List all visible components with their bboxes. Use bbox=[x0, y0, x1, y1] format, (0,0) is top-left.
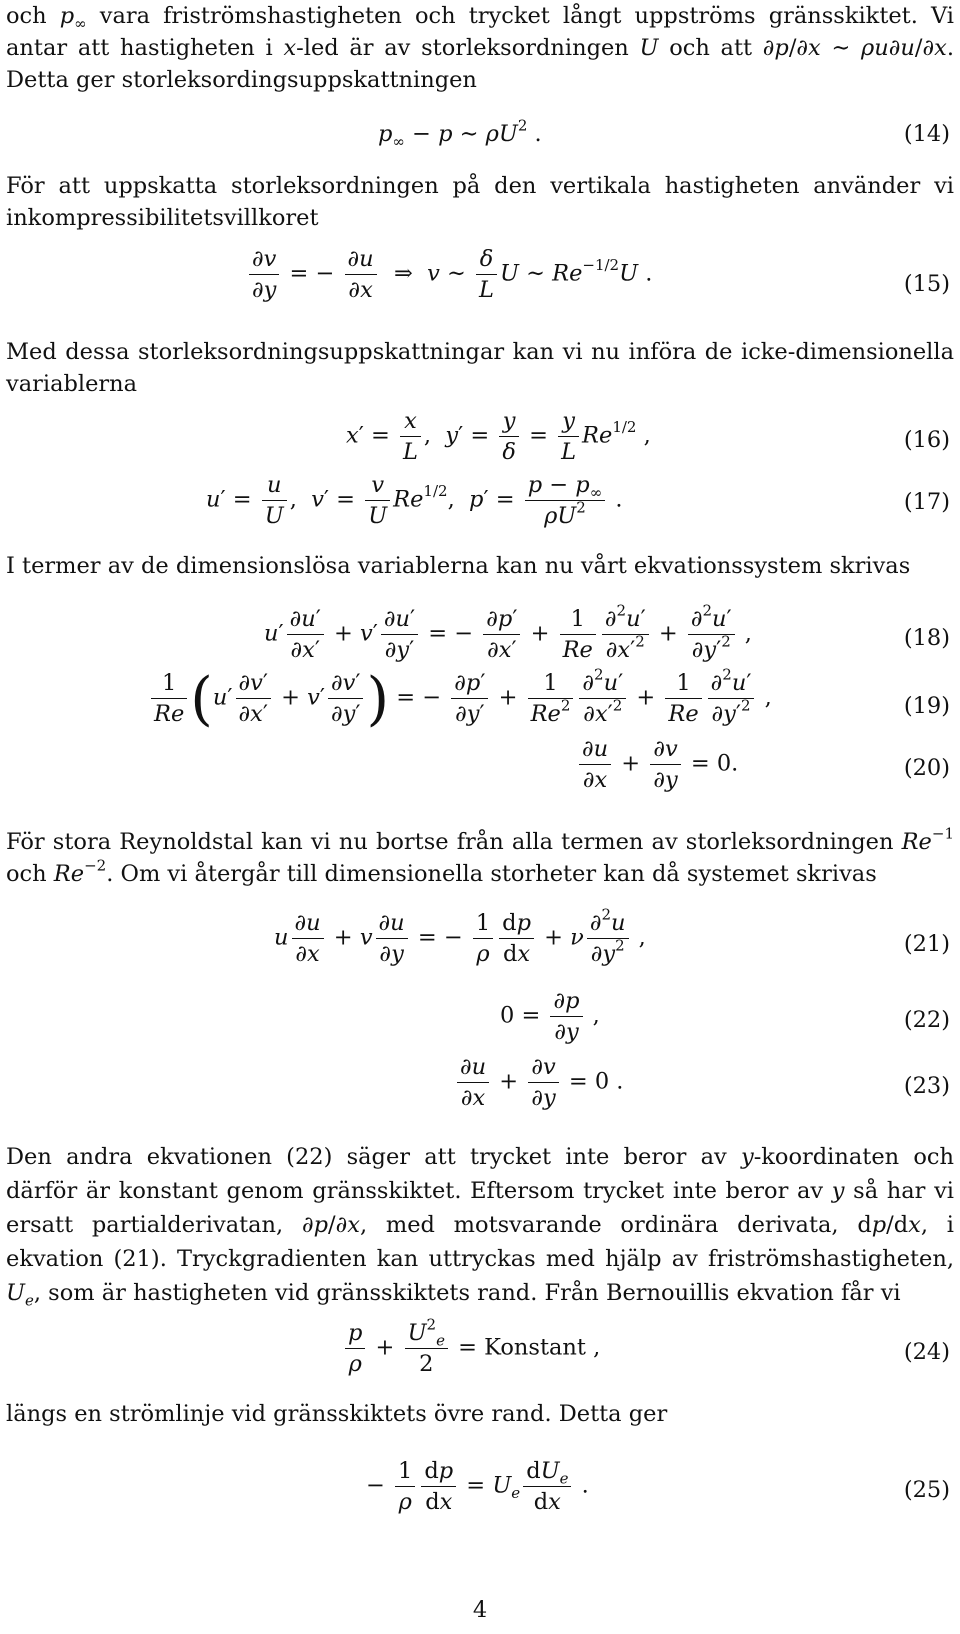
equation-number-21: (21) bbox=[903, 931, 950, 957]
equation-15: $\frac{\partial v}{\partial y}$ = − $\frac{\partial u}{\partial x}$ ⇒ v ∼ $\frac{\delta}{L}$ U ∼ $Re^{-1/2}U$ . bbox=[246, 244, 652, 305]
equation-18: u′ $\frac{\partial u'}{\partial x'}$ + v′ $\frac{\partial u'}{\partial y'}$ = − $\frac{\partial p'}{\partial x'}$ + $\frac{1}{Re}$ $\frac{\partial^2u'}{\partial x'^2}$ + $\frac{\partial^2u'}{\partial y'^2}$ , bbox=[264, 601, 752, 663]
equation-number-23: (23) bbox=[903, 1073, 950, 1099]
equation-number-18: (18) bbox=[903, 625, 950, 651]
equation-number-19: (19) bbox=[903, 693, 950, 719]
equation-number-15: (15) bbox=[903, 271, 950, 297]
equation-number-20: (20) bbox=[903, 755, 950, 781]
equation-number-17: (17) bbox=[903, 489, 950, 515]
equation-number-25: (25) bbox=[903, 1477, 950, 1503]
equation-24: $\frac{p}{\rho}$ + $\frac{U^2_e}{2}$ = Konstant , bbox=[342, 1318, 600, 1379]
konstant-label: Konstant bbox=[484, 1334, 586, 1361]
paragraph-3: Med dessa storleksordningsuppskattningar kan vi nu införa de icke-dimensionella variablerna bbox=[6, 339, 954, 397]
equation-25: − $\frac{1}{\rho}$ $\frac{dp}{dx}$ = $U_e$ $dU_e$ dx . bbox=[366, 1458, 589, 1515]
equation-number-22: (22) bbox=[903, 1007, 950, 1033]
paragraph-1: och $p_\infty$ vara friströmshastigheten och trycket långt uppströms gränsskiktet. Vi antar att hastigheten i x-led är av storleksordningen U och att ∂p/∂x ∼ ρu∂u/∂x. Detta ger storleksordingsuppskattningen bbox=[6, 3, 955, 93]
zero-value: 0 bbox=[716, 750, 732, 777]
paragraph-6: Den andra ekvationen (22) säger att trycket inte beror av y-koordinaten och därför är konstant genom gränsskiktet. Eftersom trycket inte beror av y så har vi ersatt partialderivatan, ∂p/∂x, med motsvarande ordinära derivata, dp/dx, i ekvation (21). Tryckgradienten kan uttryckas med hjälp av friströmshastigheten, $U_e$, som är hastigheten vid gränsskiktets rand. Från Bernouillis ekvation får vi bbox=[6, 1144, 954, 1310]
equation-21: u $\frac{\partial u}{\partial x}$ + v $\frac{\partial u}{\partial y}$ = − $\frac{1}{\rho}$ $\frac{dp}{dx}$ + ν $\frac{\partial^2u}{\partial y^2}$ , bbox=[274, 905, 646, 967]
equation-22: 0 = $\frac{\partial p}{\partial y}$ , bbox=[500, 988, 600, 1045]
equation-14: $p_\infty - p$ ∼ $\rho U^2$ . bbox=[378, 116, 542, 151]
equation-number-14: (14) bbox=[903, 121, 950, 147]
paragraph-7: längs en strömlinje vid gränsskiktets övre rand. Detta ger bbox=[6, 1401, 668, 1427]
paragraph-2: För att uppskatta storleksordningen på den vertikala hastigheten använder vi inkompressibilitetsvillkoret bbox=[6, 173, 954, 231]
paragraph-5: För stora Reynoldstal kan vi nu bortse från alla termen av storleksordningen $Re^{-1}$ och $Re^{-2}$. Om vi återgår till dimensionella storheter kan då systemet skrivas bbox=[6, 824, 954, 887]
equation-23: $\frac{\partial u}{\partial x}$ + $\frac{\partial v}{\partial y}$ = 0 . bbox=[454, 1052, 623, 1113]
equation-17: u′ = $\frac{u}{U}$ , v′ = $\frac{v}{U}$ $Re^{1/2}$, p′ = $\frac{p - p_\infty}{\rho U^2}$ . bbox=[206, 472, 623, 529]
equation-19: $\frac{1}{Re}$ (u′ $\frac{\partial v'}{\partial x'}$ + v′ $\frac{\partial v'}{\partial y'}$ ) = − $\frac{\partial p'}{\partial y'}$ + $\frac{1}{Re^2}$ $\frac{\partial^2u'}{\partial x'^2}$ + $\frac{1}{Re}$ $\frac{\partial^2u'}{\partial y'^2}$ , bbox=[148, 668, 772, 729]
equation-20: $\frac{\partial u}{\partial x}$ + $\frac{\partial v}{\partial y}$ = 0. bbox=[576, 734, 738, 795]
equation-number-16: (16) bbox=[903, 427, 950, 453]
equation-number-24: (24) bbox=[903, 1339, 950, 1365]
paragraph-4: I termer av de dimensionslösa variablerna kan nu vårt ekvationssystem skrivas bbox=[6, 553, 911, 579]
equation-16: x′ = $\frac{x}{L}$ , y′ = $\frac{y}{\delta}$ = $\frac{y}{L}$ $Re^{1/2}$ , bbox=[346, 408, 651, 465]
page-number: 4 bbox=[472, 1597, 488, 1623]
